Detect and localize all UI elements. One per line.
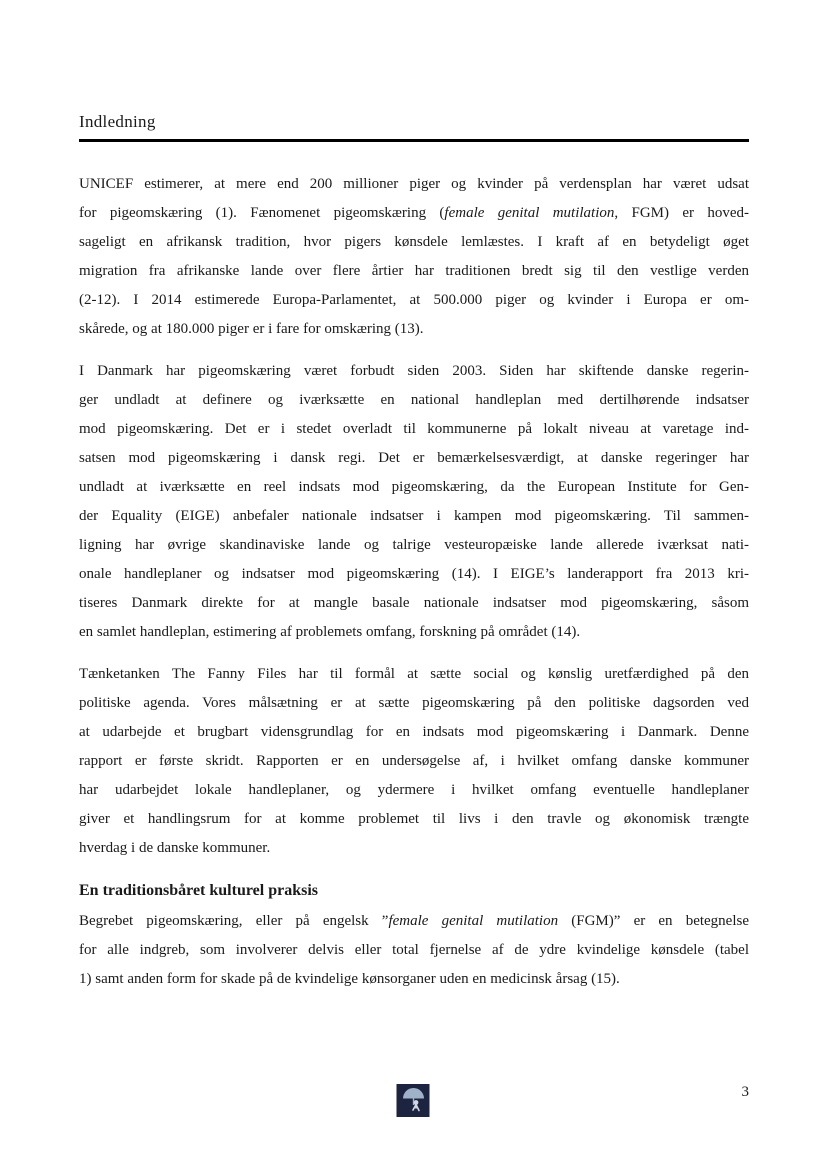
text-run: Begrebet pigeomskæring, eller på engelsk ”: [79, 913, 389, 929]
text-run: 1) samt anden form for skade på de kvindelige kønsorganer uden en medicinsk årsag (15).: [79, 971, 620, 987]
text-run: for pigeomskæring (1). Fænomenet pigeomskæring (: [79, 205, 445, 221]
text-line: [79, 689, 749, 718]
text-line: [79, 936, 749, 965]
text-line: [79, 718, 749, 747]
text-line: [79, 747, 749, 776]
text-run: onale handleplaner og indsatser mod pigeomskæring (14). I EIGE’s landerapport fra 2013 kri-: [79, 566, 749, 582]
text-run: sageligt en afrikansk tradition, hvor pigers kønsdele lemlæstes. I kraft af en betydeligt øget: [79, 234, 749, 250]
text-line: [79, 560, 749, 589]
text-run: (FGM)” er en betegnelse: [558, 913, 749, 929]
text-line: [79, 170, 749, 199]
text-line: [79, 315, 749, 344]
text-line: [79, 531, 749, 560]
text-line: [79, 228, 749, 257]
text-line: [79, 199, 749, 228]
header-rule: [79, 139, 749, 142]
text-line: [79, 415, 749, 444]
paragraph: [79, 357, 749, 647]
text-line: [79, 386, 749, 415]
text-run: der Equality (EIGE) anbefaler nationale indsatser i kampen mod pigeomskæring. Til sammen-: [79, 508, 749, 524]
paragraph: [79, 660, 749, 863]
text-run: undladt at iværksætte en reel indsats mod pigeomskæring, da the European Institute for Gen-: [79, 479, 749, 495]
text-line: [79, 589, 749, 618]
text-run: for alle indgreb, som involverer delvis eller total fjernelse af de ydre kvindelige kønsdele (tabel: [79, 942, 749, 958]
text-line: [79, 805, 749, 834]
text-run: ger undladt at definere og iværksætte en national handleplan med dertilhørende indsatser: [79, 392, 749, 408]
body-content: [79, 170, 749, 1007]
text-line: [79, 834, 749, 863]
fanny-files-logo-image: [397, 1084, 430, 1117]
text-run: skårede, og at 180.000 piger er i fare for omskæring (13).: [79, 321, 424, 337]
text-run: I Danmark har pigeomskæring været forbudt siden 2003. Siden har skiftende danske regerin-: [79, 363, 749, 379]
text-run: migration fra afrikanske lande over flere årtier har traditionen bredt sig til den vestlige verden: [79, 263, 749, 279]
text-line: [79, 357, 749, 386]
text-run: , FGM) er hoved-: [614, 205, 749, 221]
text-run: tiseres Danmark direkte for at mangle basale nationale indsatser mod pigeomskæring, såsom: [79, 595, 749, 611]
section-title: Indledning: [79, 112, 156, 131]
text-line: [79, 444, 749, 473]
page-number: 3: [741, 1084, 749, 1100]
subsection-heading: En traditionsbåret kulturel praksis: [79, 882, 319, 899]
text-run: satsen mod pigeomskæring i dansk regi. Det er bemærkelsesværdigt, at danske regeringer har: [79, 450, 749, 466]
italic-text-run: female genital mutilation: [388, 913, 559, 929]
text-line: [79, 965, 749, 994]
text-line: [79, 907, 749, 936]
text-run: rapport er første skridt. Rapporten er en undersøgelse af, i hvilket omfang danske kommuner: [79, 753, 749, 769]
text-run: (2-12). I 2014 estimerede Europa-Parlamentet, at 500.000 piger og kvinder i Europa er om-: [79, 292, 749, 308]
text-line: [79, 257, 749, 286]
paragraph: [79, 170, 749, 344]
text-line: [79, 473, 749, 502]
text-run: UNICEF estimerer, at mere end 200 millioner piger og kvinder på verdensplan har været udsat: [79, 176, 749, 192]
text-run: at udarbejde et brugbart vidensgrundlag for en indsats mod pigeomskæring i Danmark. Denne: [79, 724, 749, 740]
text-line: [79, 660, 749, 689]
text-run: har udarbejdet lokale handleplaner, og ydermere i hvilket omfang eventuelle handleplaner: [79, 782, 749, 798]
text-run: hverdag i de danske kommuner.: [79, 840, 271, 856]
text-run: en samlet handleplan, estimering af problemets omfang, forskning på området (14).: [79, 624, 581, 640]
paragraph: [79, 907, 749, 994]
text-run: giver et handlingsrum for at komme problemet til livs i den travle og økonomisk trængte: [79, 811, 749, 827]
text-run: Tænketanken The Fanny Files har til formål at sætte social og kønslig uretfærdighed på den: [79, 666, 749, 682]
text-run: politiske agenda. Vores målsætning er at sætte pigeomskæring på den politiske dagsorden ved: [79, 695, 749, 711]
text-line: [79, 776, 749, 805]
section-header: [79, 112, 749, 142]
italic-text-run: female genital mutilation: [444, 205, 615, 221]
text-run: mod pigeomskæring. Det er i stedet overladt til kommunerne på lokalt niveau at varetage ind-: [79, 421, 749, 437]
text-run: ligning har øvrige skandinaviske lande og talrige vesteuropæiske lande allerede iværksat nati-: [79, 537, 749, 553]
text-line: [79, 502, 749, 531]
text-line: [79, 618, 749, 647]
text-line: [79, 286, 749, 315]
fanny-files-logo: [397, 1084, 430, 1117]
